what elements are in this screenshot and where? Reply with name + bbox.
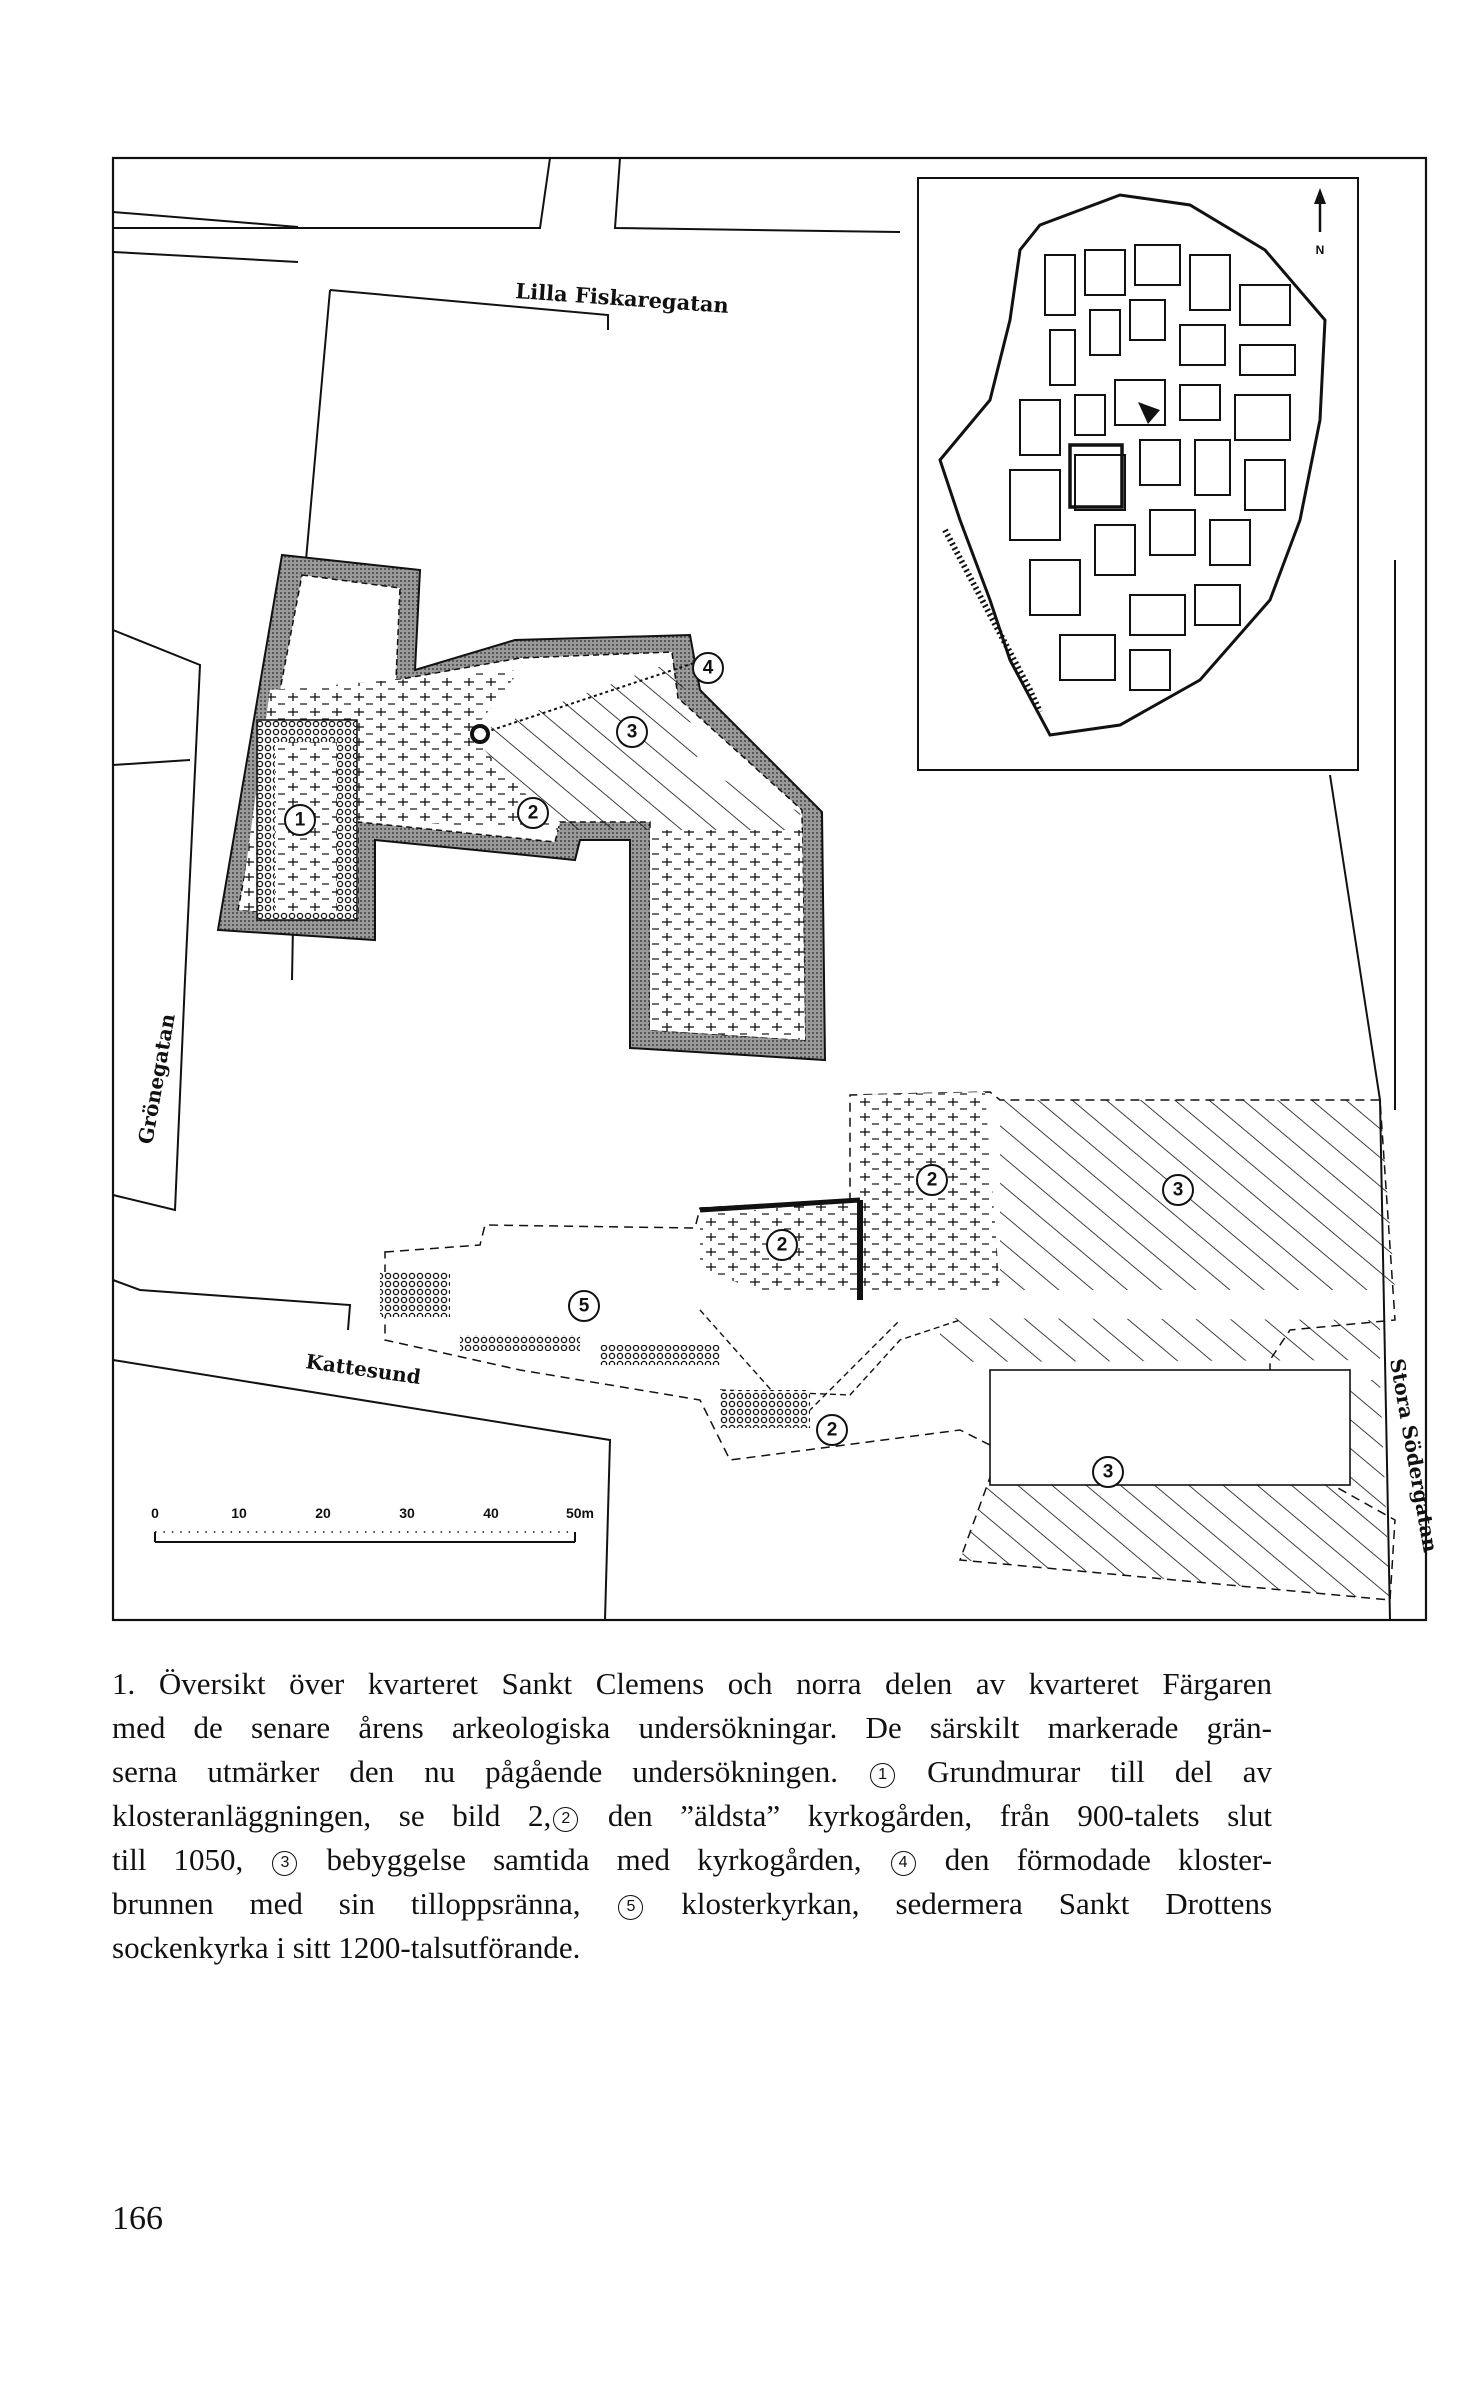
scale-tick: 40 (483, 1505, 499, 1521)
figure-caption (112, 1662, 1272, 1970)
street-label-lilla-fiskaregatan: Lilla Fiskaregatan (514, 278, 730, 318)
caption-line: serna utmärker den nu pågående undersökningen. 1 Grundmurar till del av (112, 1754, 1272, 1789)
svg-text:2: 2 (776, 1234, 788, 1256)
caption-line: klosteranläggningen, se bild 2, 2 den ”äldsta” kyrkogården, från 900-talets slut (112, 1798, 1272, 1833)
svg-text:3: 3 (1172, 1179, 1184, 1201)
scale-tick: 50m (565, 1505, 595, 1521)
caption-marker-4: 4 (891, 1851, 916, 1876)
marker-3 (1093, 1457, 1123, 1487)
scale-tick: 10 (231, 1505, 247, 1521)
caption-marker-5: 5 (618, 1895, 643, 1920)
street-label-gronegatan: Grönegatan (133, 1011, 180, 1146)
caption-line: med de senare årens arkeologiska undersökningar. De särskilt markerade grän- (112, 1710, 1272, 1745)
scale-bar (151, 1505, 594, 1542)
svg-text:5: 5 (578, 1295, 590, 1317)
marker-3 (1163, 1175, 1193, 1205)
svg-text:3: 3 (1102, 1461, 1114, 1483)
caption-marker-2: 2 (553, 1807, 578, 1832)
svg-text:2: 2 (527, 802, 539, 824)
caption-line: 1. Översikt över kvarteret Sankt Clemens och norra delen av kvarteret Färgaren (112, 1666, 1272, 1701)
scale-tick: 0 (151, 1505, 159, 1521)
svg-text:2: 2 (926, 1169, 938, 1191)
south-excavation (380, 1092, 1395, 1600)
marker-2 (817, 1415, 847, 1445)
north-arrow-label: N (1315, 243, 1325, 257)
caption-marker-1: 1 (870, 1763, 895, 1788)
svg-text:3: 3 (626, 721, 638, 743)
svg-text:4: 4 (702, 657, 714, 679)
scale-tick: 20 (315, 1505, 331, 1521)
marker-2 (518, 798, 548, 828)
caption-line: till 1050, 3 bebyggelse samtida med kyrkogården, 4 den förmodade kloster- (112, 1842, 1273, 1877)
caption-line: brunnen med sin tilloppsränna, 5 klosterkyrkan, sedermera Sankt Drottens (112, 1886, 1273, 1921)
caption-line: sockenkyrka i sitt 1200-talsutförande. (112, 1930, 581, 1965)
page-number: 166 (112, 2200, 163, 2237)
marker-5 (569, 1291, 599, 1321)
svg-text:2: 2 (826, 1419, 838, 1441)
svg-text:1: 1 (294, 809, 306, 831)
marker-3 (617, 717, 647, 747)
inset-town-plan (918, 178, 1358, 770)
marker-4 (693, 653, 723, 683)
scale-tick: 30 (399, 1505, 415, 1521)
caption-marker-3: 3 (272, 1851, 297, 1876)
marker-2 (767, 1230, 797, 1260)
street-label-stora-sodergatan: Stora Södergatan (1385, 1356, 1443, 1555)
marker-1 (285, 805, 315, 835)
street-label-kattesund: Kattesund (304, 1349, 423, 1390)
marker-2 (917, 1165, 947, 1195)
